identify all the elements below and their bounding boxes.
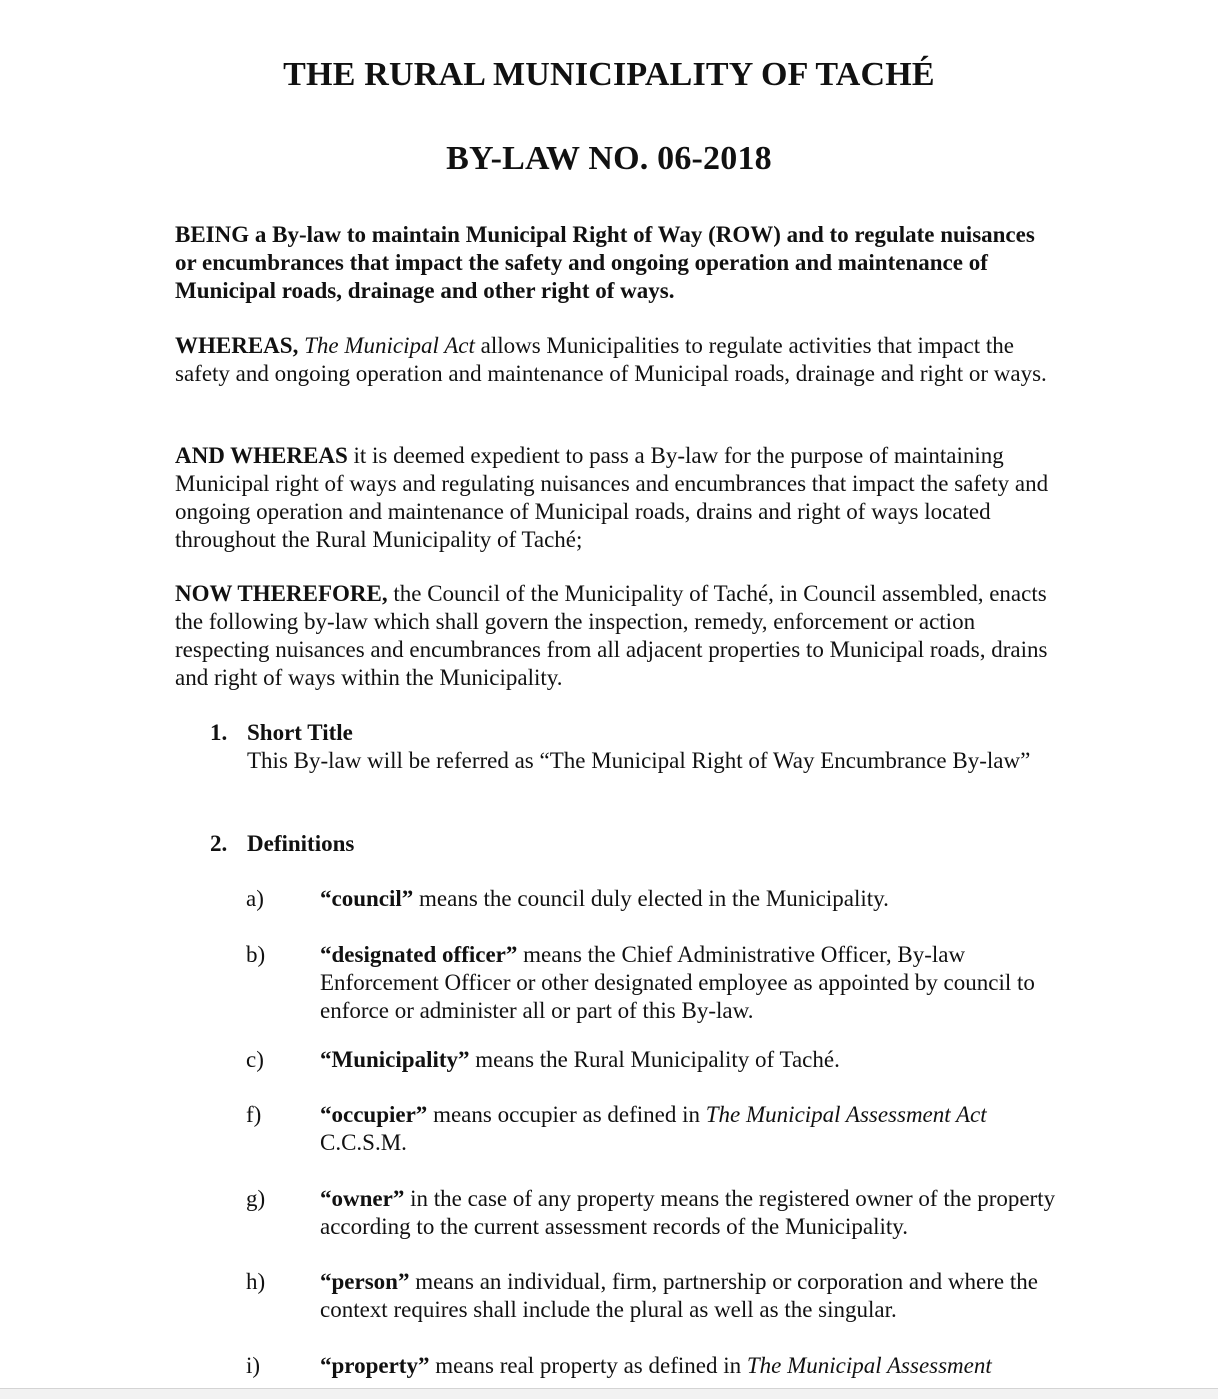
bylaw-number: BY-LAW NO. 06-2018 (446, 140, 772, 177)
definition-label: b) (246, 942, 266, 967)
section-1-heading: Short Title (247, 720, 353, 745)
definition-label: g) (246, 1186, 266, 1211)
definition-text-after: C.C.S.M. (320, 1130, 407, 1155)
definition-label: a) (246, 886, 264, 911)
section-2-heading: Definitions (247, 831, 355, 856)
definition-term: “owner” (320, 1186, 405, 1211)
definition-label: f) (246, 1102, 262, 1127)
municipality-title: THE RURAL MUNICIPALITY OF TACHÉ (283, 56, 935, 93)
definition-act-name: The Municipal Assessment Act (705, 1102, 987, 1127)
now-therefore-text: the Council of the Municipality of Taché, in Council assembled, enacts the following by-law which shall govern the inspection, remedy, enforcement or action respecting nuisances and encumbrances from all adjacent properties to Municipal roads, drains and right of ways within the Municipality. (175, 581, 1048, 690)
definition-text: means the Chief Administrative Officer, By-law Enforcement Officer or other designated employee as appointed by council to enforce or administer all or part of this By-law. (320, 942, 1035, 1023)
definition-term: “council” (320, 886, 414, 911)
definition-act-name: The Municipal Assessment (746, 1353, 992, 1378)
now-therefore-paragraph (175, 580, 1055, 692)
whereas-paragraph (175, 332, 1055, 388)
whereas-act-name: The Municipal Act (304, 333, 475, 358)
definition-text: means occupier as defined in (427, 1102, 706, 1127)
definition-term: “person” (320, 1269, 410, 1294)
definition-person (320, 1268, 1060, 1324)
being-paragraph: BEING a By-law to maintain Municipal Right of Way (ROW) and to regulate nuisances or encumbrances that impact the safety and ongoing operation and maintenance of Municipal roads, drainage and other right of ways. (175, 222, 1035, 303)
now-therefore-lead: NOW THEREFORE, (175, 581, 388, 606)
definition-designated-officer (320, 941, 1060, 1025)
section-1-number: 1. (210, 720, 228, 745)
definition-owner (320, 1185, 1060, 1241)
definition-occupier (320, 1101, 1060, 1157)
definition-term: “designated officer” (320, 942, 518, 967)
whereas-lead: WHEREAS, (175, 333, 299, 358)
definition-text: means an individual, firm, partnership or corporation and where the context requires shall include the plural as well as the singular. (320, 1269, 1038, 1322)
definition-text: in the case of any property means the registered owner of the property according to the current assessment records of the Municipality. (320, 1186, 1056, 1239)
definition-property (320, 1352, 1060, 1380)
definition-municipality (320, 1046, 1060, 1074)
and-whereas-paragraph (175, 442, 1055, 554)
definition-label: h) (246, 1269, 266, 1294)
definition-council (320, 885, 1060, 913)
definition-term: “occupier” (320, 1102, 428, 1127)
section-1-body: This By-law will be referred as “The Municipal Right of Way Encumbrance By-law” (247, 748, 1031, 773)
definition-text: means real property as defined in (429, 1353, 747, 1378)
and-whereas-text: it is deemed expedient to pass a By-law for the purpose of maintaining Municipal right of ways and regulating nuisances and encumbrances that impact the safety and ongoing operation and maintenance of Municipal roads, drains and right of ways located throughout the Rural Municipality of Taché; (175, 443, 1049, 552)
definition-label: i) (246, 1353, 261, 1378)
definition-term: “property” (320, 1353, 430, 1378)
and-whereas-lead: AND WHEREAS (175, 443, 348, 468)
window-bottom-edge (0, 1388, 1218, 1399)
definition-text: means the Rural Municipality of Taché. (469, 1047, 840, 1072)
section-2-number: 2. (210, 831, 228, 856)
definition-text: means the council duly elected in the Municipality. (413, 886, 889, 911)
definition-label: c) (246, 1047, 264, 1072)
definition-term: “Municipality” (320, 1047, 470, 1072)
whereas-text: allows Municipalities to regulate activities that impact the safety and ongoing operation and maintenance of Municipal roads, drainage and right or ways. (175, 333, 1047, 386)
